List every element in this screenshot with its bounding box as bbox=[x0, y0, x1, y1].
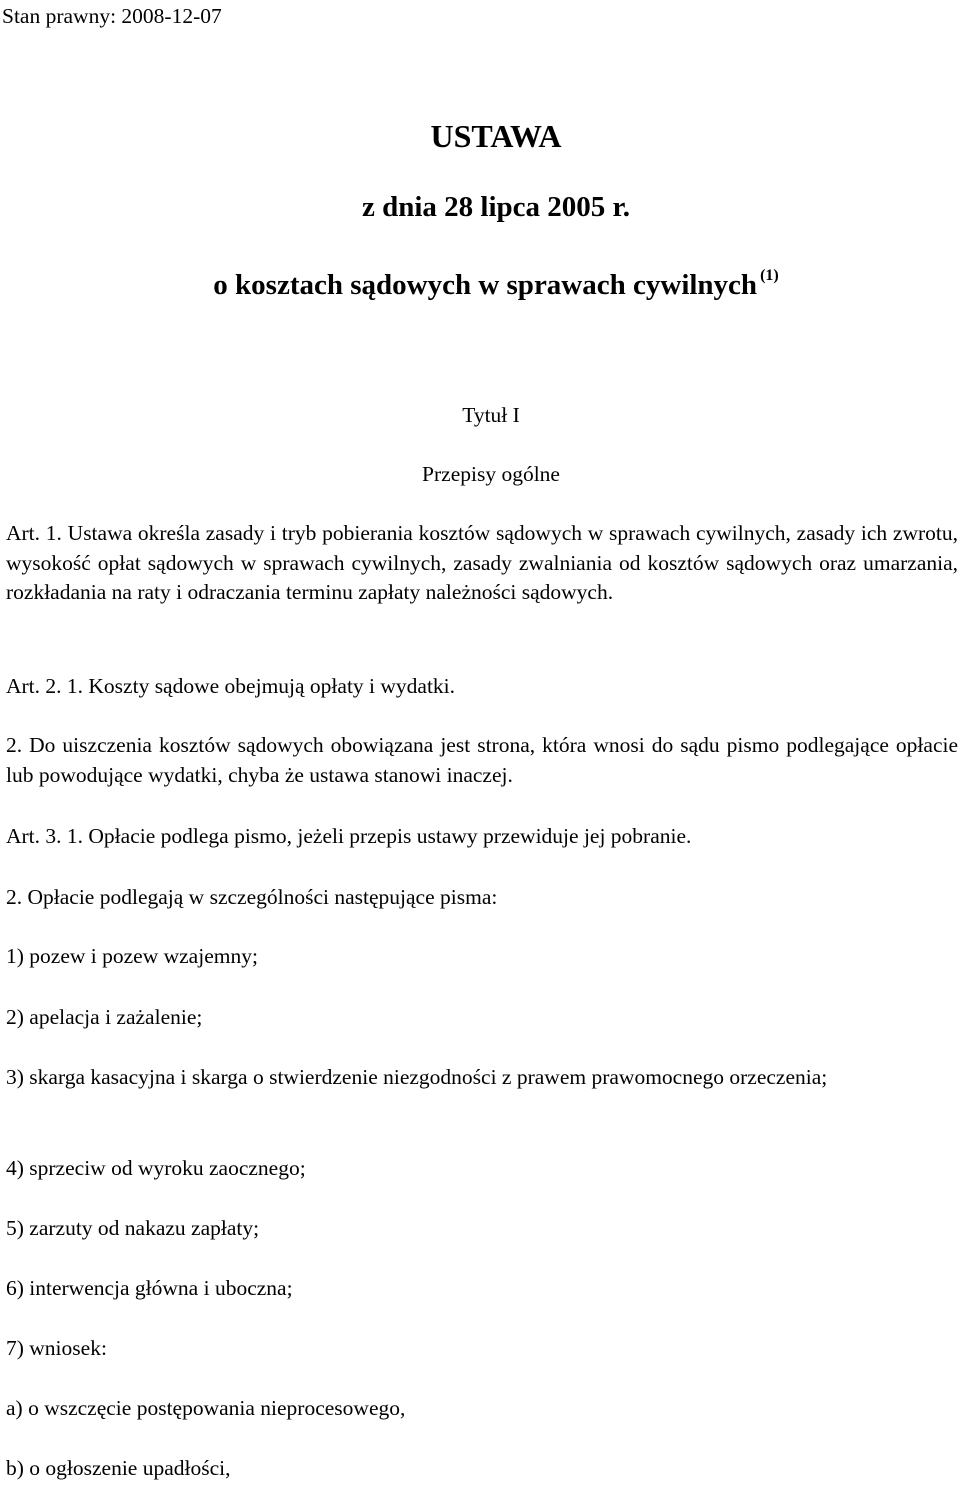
article-2-paragraph-2: 2. Do uiszczenia kosztów sądowych obowiązana jest strona, która wnosi do sądu pismo podlegające opłacie lub powodujące wydatki, chyba że ustawa stanowi inaczej. bbox=[6, 733, 958, 787]
act-date-heading: z dnia 28 lipca 2005 r. bbox=[361, 191, 630, 223]
list-item: b) o ogłoszenie upadłości, bbox=[6, 1456, 231, 1480]
list-item: 2) apelacja i zażalenie; bbox=[6, 1005, 203, 1029]
legal-status-line: Stan prawny: 2008-12-07 bbox=[2, 4, 222, 28]
article-2-paragraph-1: Art. 2. 1. Koszty sądowe obejmują opłaty i wydatki. bbox=[6, 674, 456, 698]
section-subtitle: Przepisy ogólne bbox=[422, 462, 560, 486]
act-subject-text: o kosztach sądowych w sprawach cywilnych bbox=[213, 269, 758, 301]
footnote-reference: (1) bbox=[760, 267, 779, 284]
article-3-paragraph-1: Art. 3. 1. Opłacie podlega pismo, jeżeli przepis ustawy przewiduje jej pobranie. bbox=[6, 824, 692, 848]
section-title: Tytuł I bbox=[462, 403, 520, 427]
list-item: 6) interwencja główna i uboczna; bbox=[6, 1276, 293, 1300]
list-item: 7) wniosek: bbox=[6, 1336, 107, 1360]
list-item: 3) skarga kasacyjna i skarga o stwierdzenie niezgodności z prawem prawomocnego orzeczenia; bbox=[6, 1065, 828, 1089]
list-item: 5) zarzuty od nakazu zapłaty; bbox=[6, 1216, 260, 1240]
act-type-heading: USTAWA bbox=[430, 118, 562, 154]
article-1: Art. 1. Ustawa określa zasady i tryb pobierania kosztów sądowych w sprawach cywilnych, zasady ich zwrotu, wysokość opłat sądowych w sprawach cywilnych, zasady zwalniania od kosztów sądowych oraz umarzania, rozkładania na raty i odraczania terminu zapłaty należności sądowych. bbox=[6, 521, 958, 604]
list-item: 1) pozew i pozew wzajemny; bbox=[6, 944, 258, 968]
list-item: a) o wszczęcie postępowania nieprocesowego, bbox=[6, 1396, 406, 1420]
article-3-paragraph-2: 2. Opłacie podlegają w szczególności następujące pisma: bbox=[6, 885, 498, 909]
act-subject-heading bbox=[0, 256, 960, 305]
list-item: 4) sprzeciw od wyroku zaocznego; bbox=[6, 1156, 306, 1180]
